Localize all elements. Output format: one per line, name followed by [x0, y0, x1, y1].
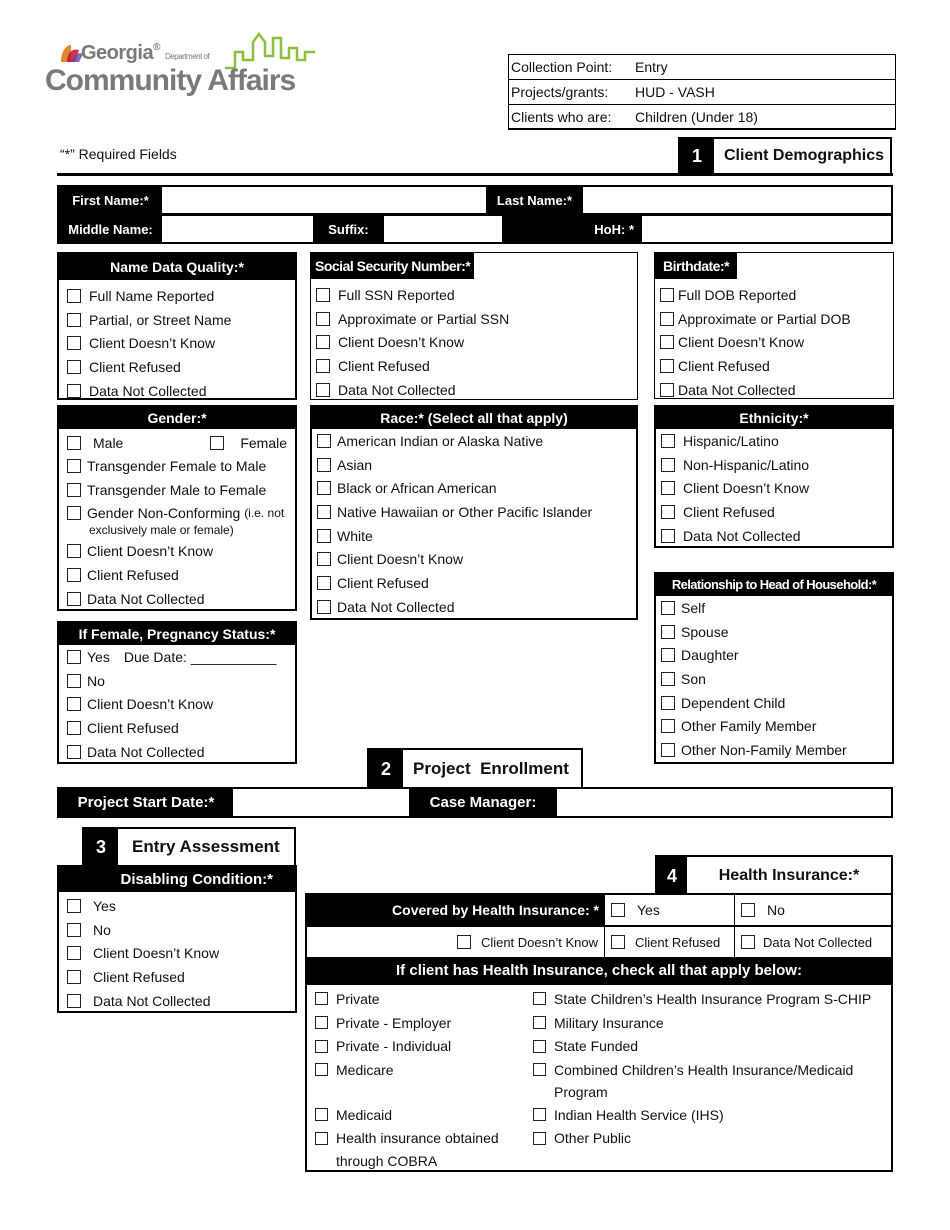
- list-item[interactable]: [661, 429, 884, 453]
- checkbox[interactable]: [533, 992, 546, 1005]
- ssn-input[interactable]: [474, 253, 637, 279]
- list-item[interactable]: [316, 354, 629, 378]
- option-no[interactable]: [735, 895, 891, 925]
- info-key: Collection Point:: [511, 59, 613, 75]
- checkbox[interactable]: [660, 383, 674, 397]
- collection-info-table: [508, 54, 896, 130]
- list-item[interactable]: [661, 500, 884, 524]
- checkbox[interactable]: [317, 600, 331, 614]
- list-item[interactable]: [317, 500, 628, 524]
- list-item[interactable]: [316, 330, 629, 354]
- option-label: State Funded: [554, 1038, 639, 1055]
- checkbox[interactable]: [67, 384, 81, 398]
- list-item[interactable]: [316, 378, 629, 402]
- checkbox[interactable]: [315, 1132, 328, 1145]
- option-label: Full SSN Reported: [338, 286, 455, 303]
- option-label: Spouse: [681, 623, 729, 640]
- list-item[interactable]: [67, 308, 287, 332]
- option-label: Yes: [637, 902, 660, 918]
- section-number: 2: [369, 750, 403, 788]
- section-number: 3: [84, 829, 118, 865]
- checkbox[interactable]: [67, 506, 81, 520]
- option-label: Native Hawaiian or Other Pacific Islander: [337, 503, 593, 520]
- middle-name-label: Middle Name:: [59, 216, 162, 242]
- ssn-box: [310, 252, 638, 400]
- list-item[interactable]: [67, 454, 287, 478]
- list-item[interactable]: [533, 1011, 891, 1035]
- option-label: Male: [93, 435, 124, 451]
- option-note: (i.e. not: [244, 506, 285, 521]
- option-note: exclusively male or female): [89, 523, 234, 538]
- option-label: Private - Individual: [336, 1038, 452, 1055]
- box-title: Disabling Condition:*: [59, 867, 295, 892]
- list-item[interactable]: [67, 478, 287, 502]
- list-item[interactable]: [67, 941, 287, 965]
- checkbox[interactable]: [67, 568, 81, 582]
- checkbox[interactable]: [661, 648, 675, 662]
- option-label: Client Doesn’t Know: [93, 945, 220, 962]
- list-item[interactable]: [67, 894, 287, 918]
- option-label: Daughter: [681, 647, 739, 664]
- required-note: “*” Required Fields: [60, 146, 177, 162]
- hoh-input[interactable]: [642, 216, 891, 242]
- list-item[interactable]: [661, 476, 884, 500]
- list-item[interactable]: [661, 714, 884, 738]
- checkbox[interactable]: [317, 458, 331, 472]
- checkbox[interactable]: [315, 1040, 328, 1053]
- insurance-right-column: [533, 987, 891, 1172]
- list-item[interactable]: [533, 1058, 891, 1082]
- list-item[interactable]: [67, 587, 287, 611]
- checkbox[interactable]: [315, 992, 328, 1005]
- race-box: [310, 405, 638, 620]
- option-yes[interactable]: [605, 895, 735, 925]
- suffix-label: Suffix:: [313, 216, 384, 242]
- list-item[interactable]: [317, 453, 628, 477]
- option-label: No: [767, 902, 785, 918]
- option-label: Client Refused: [338, 357, 430, 374]
- section-3-header: [82, 827, 296, 865]
- section-number: 1: [680, 139, 714, 173]
- checkbox[interactable]: [457, 935, 471, 949]
- checkbox[interactable]: [67, 970, 81, 984]
- option-label: Data Not Collected: [93, 992, 211, 1009]
- list-item[interactable]: [67, 669, 287, 693]
- option-label: Approximate or Partial SSN: [338, 310, 510, 327]
- section-title: Project Enrollment: [413, 759, 569, 778]
- option-label: Data Not Collected: [87, 590, 205, 607]
- option-label: Private: [336, 990, 380, 1007]
- checkbox[interactable]: [67, 436, 81, 450]
- list-item[interactable]: [67, 692, 287, 716]
- list-item[interactable]: [67, 331, 287, 355]
- checkbox[interactable]: [533, 1063, 546, 1076]
- option-label: Combined Children’s Health Insurance/Medicaid: [554, 1061, 854, 1078]
- list-item[interactable]: [660, 354, 885, 378]
- option-label: Female: [240, 435, 287, 451]
- checkbox[interactable]: [317, 481, 331, 495]
- checkbox[interactable]: [317, 529, 331, 543]
- relationship-box: [654, 572, 894, 764]
- box-title: Ethnicity:*: [656, 407, 892, 429]
- option-label: No: [93, 921, 111, 938]
- option-label-continued: through COBRA: [336, 1153, 438, 1170]
- case-manager-input[interactable]: [557, 789, 891, 816]
- checkbox[interactable]: [661, 719, 675, 733]
- option-label: American Indian or Alaska Native: [337, 432, 544, 449]
- project-start-label: Project Start Date:*: [59, 789, 233, 816]
- checkbox[interactable]: [661, 481, 675, 495]
- checkbox[interactable]: [317, 552, 331, 566]
- covered-label: Covered by Health Insurance: *: [307, 895, 605, 925]
- insurance-left-column: [315, 987, 533, 1172]
- checkbox[interactable]: [533, 1016, 546, 1029]
- checkbox[interactable]: [317, 434, 331, 448]
- list-item[interactable]: [67, 989, 287, 1013]
- list-item[interactable]: [317, 476, 628, 500]
- option-label: Client Refused: [89, 358, 181, 375]
- checkbox[interactable]: [661, 529, 675, 543]
- last-name-label: Last Name:*: [486, 187, 583, 213]
- list-item[interactable]: [67, 716, 287, 740]
- list-item[interactable]: [533, 987, 891, 1011]
- divider: [57, 173, 893, 176]
- option-label: State Children’s Health Insurance Program S-CHIP: [554, 990, 872, 1007]
- option-label: Client Refused: [337, 574, 429, 591]
- list-item[interactable]: [660, 307, 885, 331]
- list-item[interactable]: [315, 1126, 533, 1150]
- option-label: Data Not Collected: [678, 381, 796, 398]
- checkbox[interactable]: [67, 697, 81, 711]
- option-label: Data Not Collected: [87, 743, 205, 760]
- logo-reg: ®: [153, 42, 160, 53]
- checkbox[interactable]: [660, 335, 674, 349]
- option-label: Client Doesn’t Know: [87, 543, 214, 560]
- checkbox[interactable]: [67, 899, 81, 913]
- list-item[interactable]: [661, 524, 884, 548]
- suffix-input[interactable]: [384, 216, 502, 242]
- checkbox[interactable]: [661, 625, 675, 639]
- list-item[interactable]: [661, 453, 884, 477]
- checkbox[interactable]: [210, 436, 224, 450]
- list-item[interactable]: [67, 645, 287, 669]
- section-title: Entry Assessment: [132, 837, 280, 856]
- option-label: Other Public: [554, 1130, 632, 1147]
- list-item[interactable]: [67, 432, 287, 454]
- list-item[interactable]: [317, 595, 628, 619]
- option-label: No: [87, 672, 105, 689]
- list-item[interactable]: [661, 691, 884, 715]
- option-label: Self: [681, 599, 706, 616]
- box-title: Name Data Quality:*: [59, 254, 295, 280]
- option-label: Gender Non-Conforming: [87, 505, 241, 522]
- option-label: Hispanic/Latino: [683, 432, 779, 449]
- hoh-label: HoH: *: [502, 216, 642, 242]
- option-label: Partial, or Street Name: [89, 311, 232, 328]
- section-title: Client Demographics: [724, 147, 885, 164]
- checkbox[interactable]: [317, 576, 331, 590]
- option-label: Data Not Collected: [683, 527, 801, 544]
- option-label: Client Refused: [683, 503, 775, 520]
- option-label: Asian: [337, 456, 373, 473]
- list-item[interactable]: [317, 571, 628, 595]
- option-label: Medicaid: [336, 1106, 393, 1123]
- list-item[interactable]: [67, 539, 287, 563]
- checkbox[interactable]: [67, 289, 81, 303]
- list-item[interactable]: [661, 620, 884, 644]
- option-label: Client Doesn’t Know: [337, 551, 464, 568]
- checkbox[interactable]: [67, 483, 81, 497]
- checkbox[interactable]: [611, 935, 625, 949]
- list-item[interactable]: [317, 547, 628, 571]
- checkbox[interactable]: [316, 288, 330, 302]
- box-title: Social Security Number:*: [311, 253, 474, 279]
- option-label: Yes: [87, 648, 110, 665]
- option-label: Other Non-Family Member: [681, 741, 847, 758]
- option-label: Transgender Female to Male: [87, 457, 267, 474]
- checkbox[interactable]: [315, 1108, 328, 1121]
- option-label: Client Doesn’t Know: [87, 696, 214, 713]
- list-item[interactable]: [660, 330, 885, 354]
- logo: [45, 30, 320, 105]
- list-item[interactable]: [533, 1126, 891, 1150]
- list-item[interactable]: [315, 1034, 533, 1058]
- health-insurance-area: [305, 893, 893, 1172]
- due-date-field[interactable]: Due Date: ___________: [123, 648, 277, 665]
- enrollment-row: [57, 787, 893, 818]
- checkbox[interactable]: [67, 721, 81, 735]
- gender-box: [57, 405, 297, 611]
- logo-georgia: Georgia: [81, 42, 154, 64]
- list-item[interactable]: [533, 1034, 891, 1058]
- option-dnc[interactable]: [735, 927, 891, 957]
- middle-name-input[interactable]: [162, 216, 313, 242]
- logo-leaf-icon: [59, 42, 83, 64]
- info-key: Projects/grants:: [511, 84, 609, 100]
- list-item[interactable]: [660, 283, 885, 307]
- list-item[interactable]: [660, 378, 885, 402]
- checkbox[interactable]: [533, 1132, 546, 1145]
- box-title: Birthdate:*: [655, 253, 737, 279]
- checkbox[interactable]: [316, 359, 330, 373]
- list-item[interactable]: [67, 918, 287, 942]
- list-item[interactable]: [661, 667, 884, 691]
- checkbox[interactable]: [67, 674, 81, 688]
- first-name-label: First Name:*: [59, 187, 162, 213]
- box-title: Race:* (Select all that apply): [312, 407, 636, 429]
- checkbox[interactable]: [660, 288, 674, 302]
- checkbox[interactable]: [661, 458, 675, 472]
- name-row-1: [57, 185, 893, 215]
- list-item[interactable]: [67, 965, 287, 989]
- last-name-input[interactable]: [583, 187, 891, 213]
- option-label: Military Insurance: [554, 1014, 664, 1031]
- project-start-input[interactable]: [233, 789, 409, 816]
- option-label: Indian Health Service (IHS): [554, 1106, 724, 1123]
- option-label: Data Not Collected: [763, 934, 873, 950]
- checkbox[interactable]: [67, 313, 81, 327]
- option-label: Data Not Collected: [89, 382, 207, 399]
- list-item[interactable]: [67, 284, 287, 308]
- checkbox[interactable]: [533, 1108, 546, 1121]
- list-item[interactable]: [67, 563, 287, 587]
- option-label-continued: Program: [554, 1083, 608, 1100]
- option-label: Black or African American: [337, 480, 497, 497]
- option-label: Private - Employer: [336, 1014, 452, 1031]
- list-item[interactable]: [315, 1103, 533, 1127]
- checkbox[interactable]: [67, 923, 81, 937]
- list-item[interactable]: [67, 379, 287, 403]
- option-label: Client Refused: [93, 968, 185, 985]
- box-title: If Female, Pregnancy Status:*: [59, 623, 295, 645]
- option-label: Client Doesn’t Know: [89, 335, 216, 352]
- list-item[interactable]: [316, 307, 629, 331]
- checkbox[interactable]: [67, 994, 81, 1008]
- checkbox[interactable]: [316, 383, 330, 397]
- checkbox[interactable]: [67, 946, 81, 960]
- list-item[interactable]: [316, 283, 629, 307]
- checkbox[interactable]: [660, 312, 674, 326]
- option-label: Client Refused: [87, 719, 179, 736]
- option-label: Son: [681, 670, 706, 687]
- list-item[interactable]: [67, 503, 287, 523]
- checkbox[interactable]: [661, 696, 675, 710]
- list-item[interactable]: [661, 643, 884, 667]
- info-value: HUD - VASH: [635, 84, 715, 100]
- list-item[interactable]: [317, 524, 628, 548]
- option-cdk[interactable]: [307, 927, 605, 957]
- box-title: Gender:*: [59, 407, 295, 429]
- option-label: Transgender Male to Female: [87, 481, 267, 498]
- info-key: Clients who are:: [511, 108, 612, 125]
- name-row-2: [57, 214, 893, 244]
- option-label: Client Doesn’t Know: [338, 334, 465, 351]
- checkbox[interactable]: [315, 1016, 328, 1029]
- list-item[interactable]: [533, 1103, 891, 1127]
- checkbox[interactable]: [67, 336, 81, 350]
- checkbox[interactable]: [67, 592, 81, 606]
- option-label: Client Doesn’t Know: [678, 334, 805, 351]
- option-label: Client Doesn’t Know: [683, 480, 810, 497]
- option-label: White: [337, 527, 373, 544]
- option-label: Client Refused: [678, 357, 770, 374]
- list-item[interactable]: [317, 429, 628, 453]
- section-number: 4: [657, 857, 687, 895]
- section-4-header: [655, 855, 893, 895]
- option-label: Yes: [93, 897, 116, 914]
- checkbox[interactable]: [67, 544, 81, 558]
- checkbox[interactable]: [315, 1063, 328, 1076]
- checkbox[interactable]: [661, 601, 675, 615]
- info-value: Children (Under 18): [635, 108, 758, 125]
- insurance-types-title: If client has Health Insurance, check all that apply below:: [307, 957, 891, 985]
- option-label: Approximate or Partial DOB: [678, 310, 851, 327]
- option-label: Full Name Reported: [89, 287, 215, 304]
- option-label: Data Not Collected: [338, 381, 456, 398]
- case-manager-label: Case Manager:: [409, 789, 557, 816]
- list-item[interactable]: [661, 738, 884, 762]
- checkbox[interactable]: [316, 335, 330, 349]
- logo-community-affairs: Community Affairs: [45, 64, 296, 97]
- list-item[interactable]: [661, 596, 884, 620]
- option-label: Full DOB Reported: [678, 286, 797, 303]
- option-label: Client Doesn’t Know: [480, 934, 598, 950]
- checkbox[interactable]: [611, 903, 625, 917]
- option-label: Other Family Member: [681, 718, 817, 735]
- list-item[interactable]: [315, 987, 533, 1011]
- checkbox[interactable]: [661, 434, 675, 448]
- checkbox[interactable]: [660, 359, 674, 373]
- checkbox[interactable]: [317, 505, 331, 519]
- disabling-condition-box: [57, 865, 297, 1013]
- option-label: Client Refused: [635, 934, 721, 950]
- option-refused[interactable]: [605, 927, 735, 957]
- checkbox[interactable]: [661, 743, 675, 757]
- checkbox[interactable]: [661, 505, 675, 519]
- checkbox[interactable]: [741, 935, 755, 949]
- list-item[interactable]: [67, 355, 287, 379]
- checkbox[interactable]: [661, 672, 675, 686]
- option-label: Client Refused: [87, 566, 179, 583]
- pregnancy-box: [57, 621, 297, 764]
- checkbox[interactable]: [316, 312, 330, 326]
- birthdate-box: [654, 252, 894, 399]
- option-label: Health insurance obtained: [336, 1130, 499, 1147]
- logo-dept: Department of: [165, 52, 210, 61]
- first-name-input[interactable]: [162, 187, 486, 213]
- section-title: Health Insurance:*: [718, 867, 860, 884]
- checkbox[interactable]: [67, 745, 81, 759]
- birthdate-input[interactable]: [737, 253, 893, 279]
- name-data-quality-box: [57, 252, 297, 400]
- option-label: Data Not Collected: [337, 598, 455, 615]
- list-item[interactable]: [315, 1058, 533, 1082]
- section-1-header: [678, 137, 892, 175]
- list-item[interactable]: [67, 740, 287, 764]
- option-label: Dependent Child: [681, 694, 786, 711]
- section-2-header: [367, 748, 583, 788]
- checkbox[interactable]: [67, 360, 81, 374]
- checkbox[interactable]: [67, 459, 81, 473]
- option-label: Non-Hispanic/Latino: [683, 456, 810, 473]
- checkbox[interactable]: [741, 903, 755, 917]
- checkbox[interactable]: [67, 650, 81, 664]
- box-title: Relationship to Head of Household:*: [656, 574, 892, 596]
- list-item[interactable]: [315, 1011, 533, 1035]
- checkbox[interactable]: [533, 1040, 546, 1053]
- option-label: Medicare: [336, 1061, 394, 1078]
- ethnicity-box: [654, 405, 894, 548]
- info-value: Entry: [635, 59, 668, 75]
